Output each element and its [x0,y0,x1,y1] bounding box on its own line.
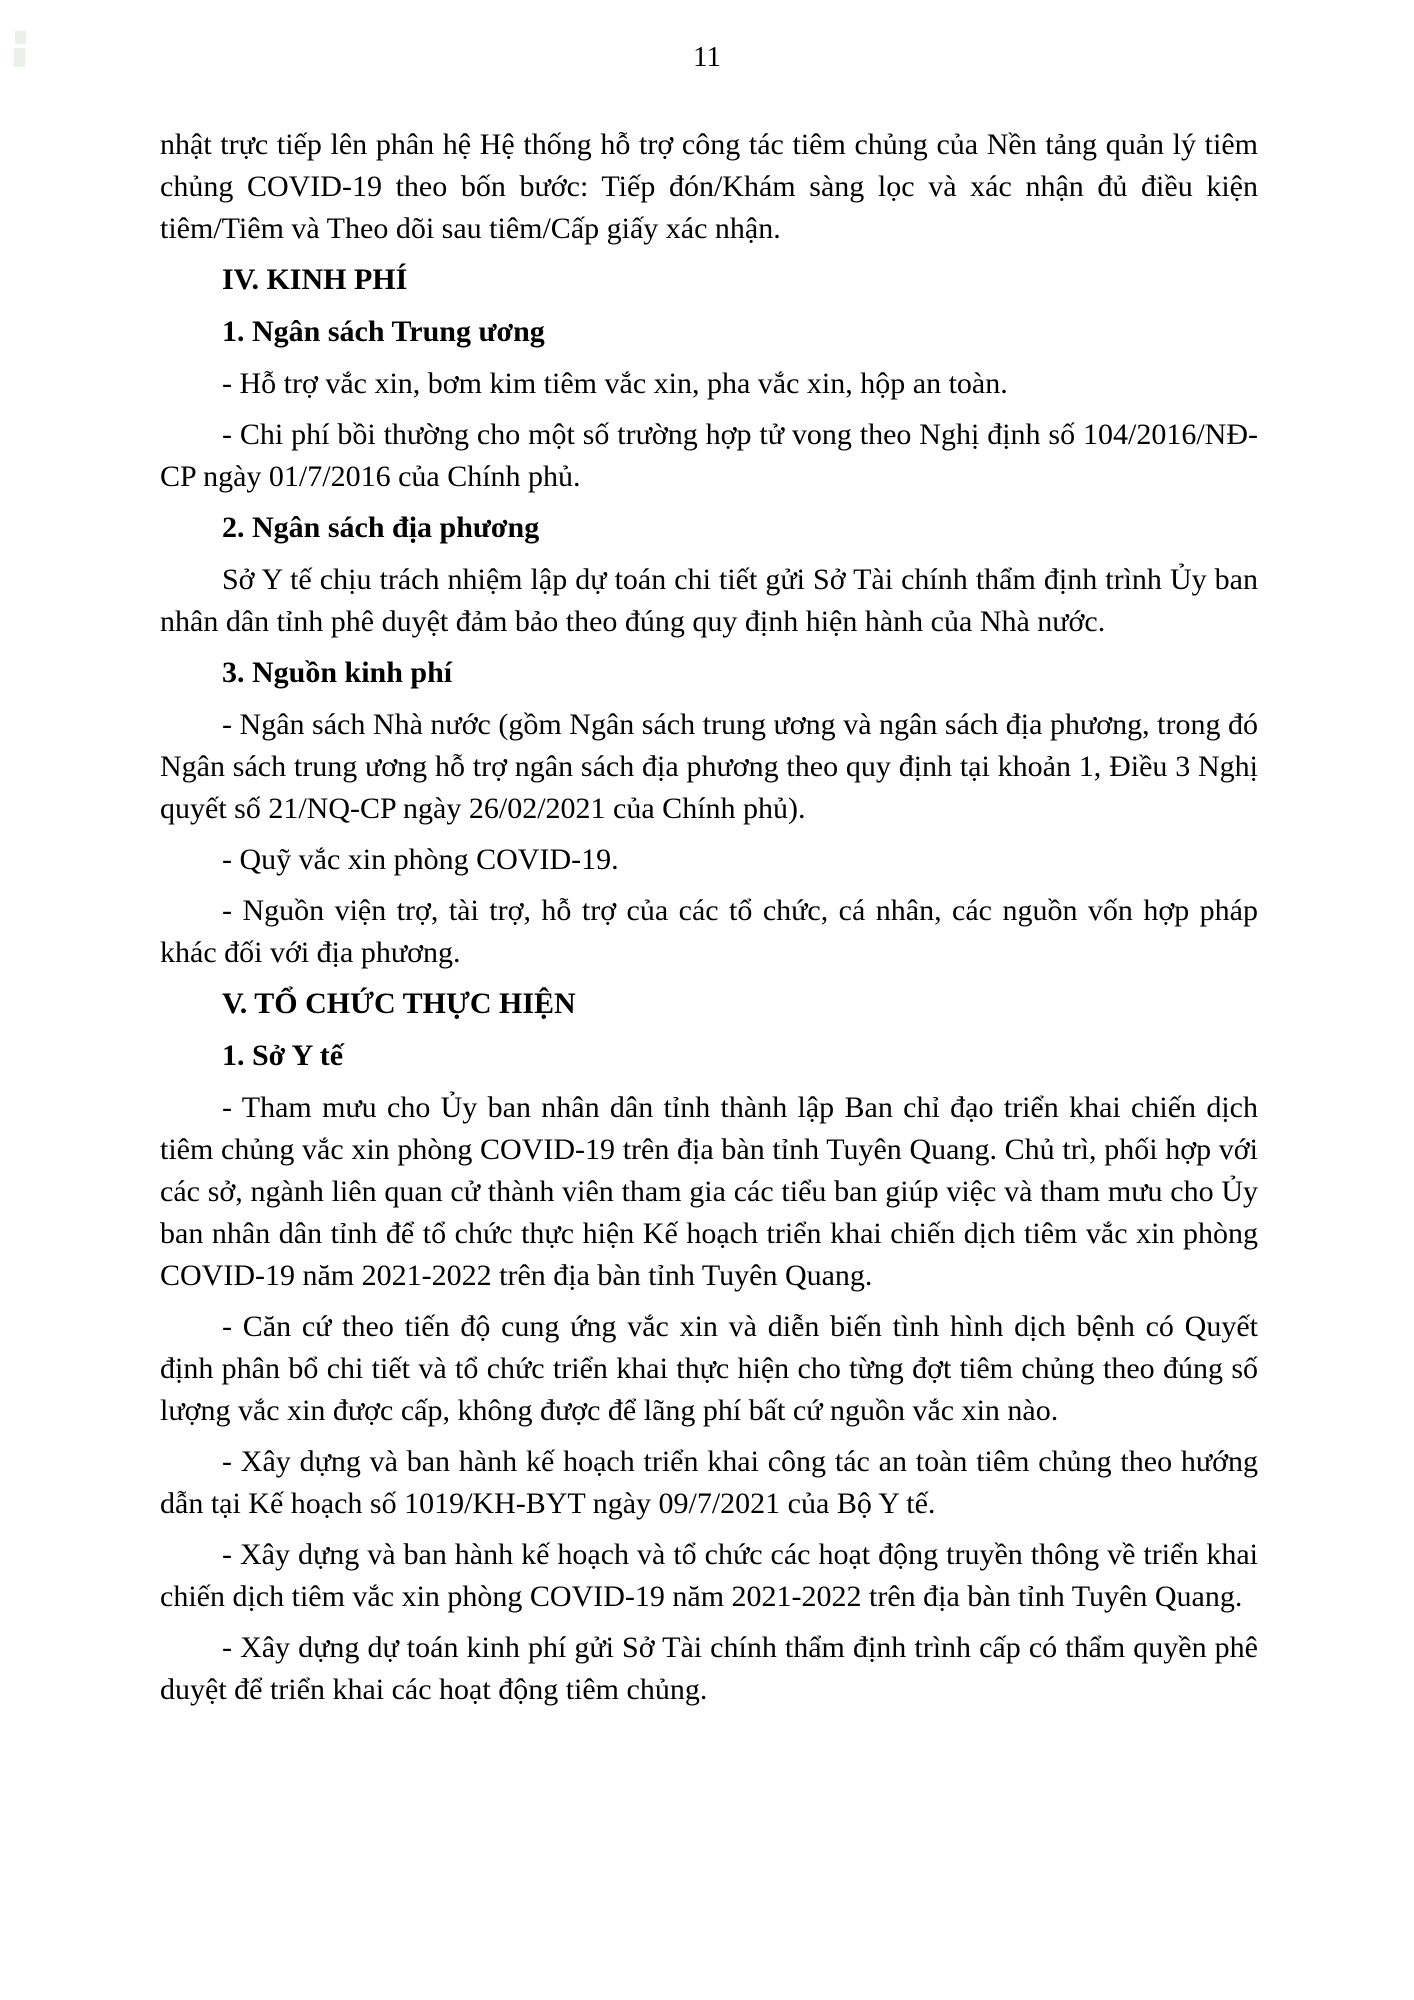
body-paragraph: - Nguồn viện trợ, tài trợ, hỗ trợ của các tổ chức, cá nhân, các nguồn vốn hợp pháp khác đối với địa phương. [160,894,1258,969]
body-paragraph: - Xây dựng và ban hành kế hoạch triển khai công tác an toàn tiêm chủng theo hướng dẫn tại Kế hoạch số 1019/KH-BYT ngày 09/7/2021 của Bộ Y tế. [160,1445,1258,1520]
section-heading: 2. Ngân sách địa phương [222,511,540,544]
body-paragraph: - Xây dựng dự toán kinh phí gửi Sở Tài chính thẩm định trình cấp có thẩm quyền phê duyệt để triển khai các hoạt động tiêm chủng. [160,1631,1258,1706]
body-paragraph: - Tham mưu cho Ủy ban nhân dân tỉnh thành lập Ban chỉ đạo triển khai chiến dịch tiêm chủng vắc xin phòng COVID-19 trên địa bàn tỉnh Tuyên Quang. Chủ trì, phối hợp với các sở, ngành liên quan cử thành viên tham gia các tiểu ban giúp việc và tham mưu cho Ủy ban nhân dân tỉnh để tổ chức thực hiện Kế hoạch triển khai chiến dịch tiêm vắc xin phòng COVID-19 năm 2021-2022 trên địa bàn tỉnh Tuyên Quang. [160,1091,1258,1292]
body-paragraph: - Chi phí bồi thường cho một số trường hợp tử vong theo Nghị định số 104/2016/NĐ-CP ngày 01/7/2016 của Chính phủ. [160,418,1258,493]
body-paragraph: - Ngân sách Nhà nước (gồm Ngân sách trung ương và ngân sách địa phương, trong đó Ngân sách trung ương hỗ trợ ngân sách địa phương theo quy định tại khoản 1, Điều 3 Nghị quyết số 21/NQ-CP ngày 26/02/2021 của Chính phủ). [160,708,1258,825]
body-paragraph: - Căn cứ theo tiến độ cung ứng vắc xin và diễn biến tình hình dịch bệnh có Quyết định phân bổ chi tiết và tổ chức triển khai thực hiện cho từng đợt tiêm chủng theo đúng số lượng vắc xin được cấp, không được để lãng phí bất cứ nguồn vắc xin nào. [160,1310,1258,1427]
section-heading: 3. Nguồn kinh phí [222,656,453,689]
document-content [160,124,1258,1720]
page-number: 11 [693,41,721,73]
section-heading: IV. KINH PHÍ [222,263,408,296]
body-paragraph: - Quỹ vắc xin phòng COVID-19. [222,843,619,876]
body-paragraph: nhật trực tiếp lên phân hệ Hệ thống hỗ trợ công tác tiêm chủng của Nền tảng quản lý tiêm chủng COVID-19 theo bốn bước: Tiếp đón/Khám sàng lọc và xác nhận đủ điều kiện tiêm/Tiêm và Theo dõi sau tiêm/Cấp giấy xác nhận. [160,128,1258,245]
body-paragraph: Sở Y tế chịu trách nhiệm lập dự toán chi tiết gửi Sở Tài chính thẩm định trình Ủy ban nhân dân tỉnh phê duyệt đảm bảo theo đúng quy định hiện hành của Nhà nước. [160,563,1258,638]
section-heading: V. TỔ CHỨC THỰC HIỆN [222,987,576,1020]
section-heading: 1. Ngân sách Trung ương [222,315,545,348]
body-paragraph: - Hỗ trợ vắc xin, bơm kim tiêm vắc xin, pha vắc xin, hộp an toàn. [222,367,1008,400]
body-paragraph: - Xây dựng và ban hành kế hoạch và tổ chức các hoạt động truyền thông về triển khai chiến dịch tiêm vắc xin phòng COVID-19 năm 2021-2022 trên địa bàn tỉnh Tuyên Quang. [160,1538,1258,1613]
section-heading: 1. Sở Y tế [222,1039,344,1072]
